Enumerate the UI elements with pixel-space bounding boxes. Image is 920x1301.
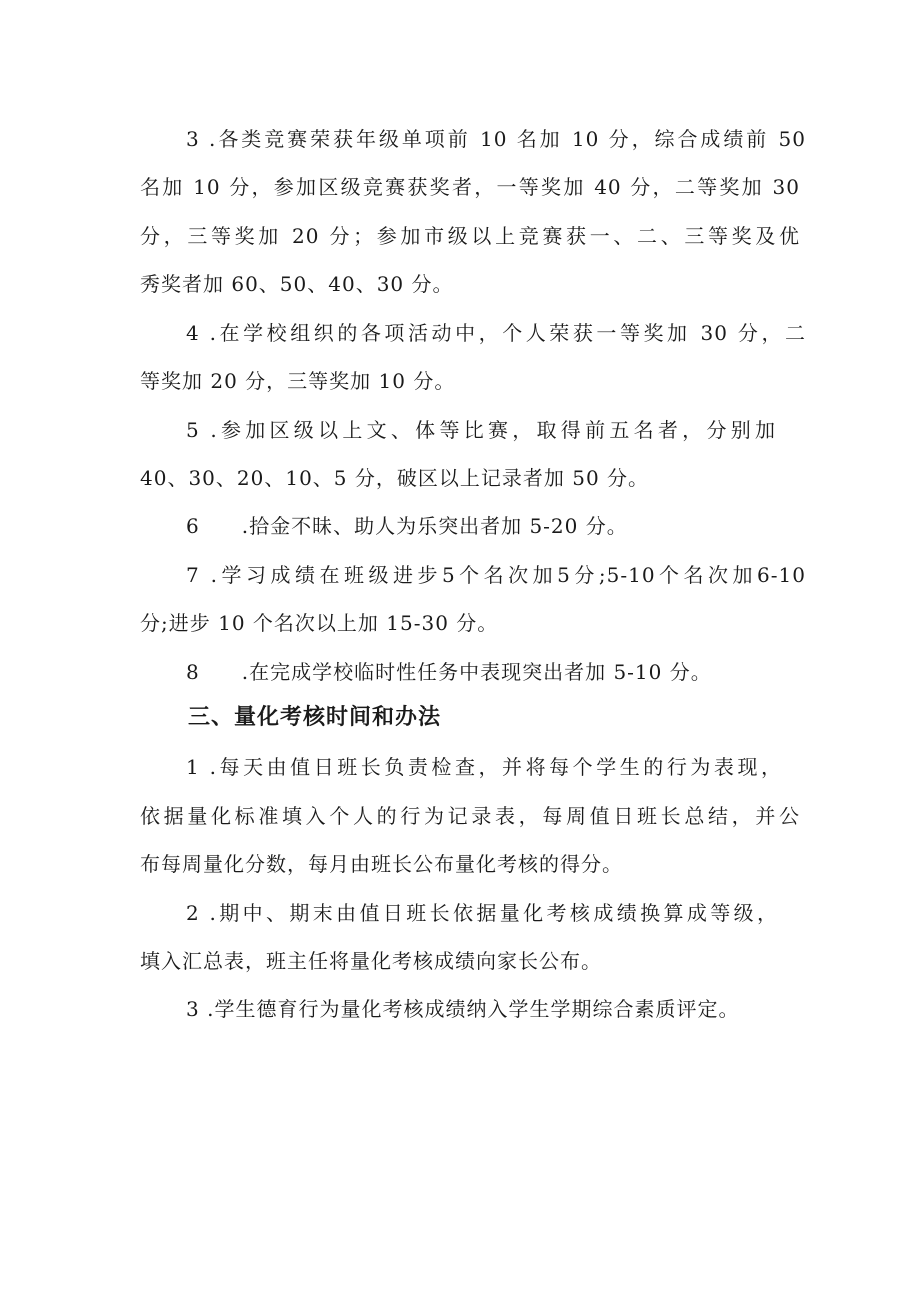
item-5-line-2: 40、30、20、10、5 分，破区以上记录者加 50 分。 — [140, 466, 650, 490]
section-heading: 三、量化考核时间和办法 — [188, 705, 442, 730]
item-3-line-1: 3 .各类竞赛荣获年级单项前 10 名加 10 分，综合成绩前 50 — [186, 127, 806, 151]
item-6-line-1: 6 .拾金不昧、助人为乐突出者加 5-20 分。 — [186, 514, 628, 538]
section-item-3-line-1: 3 .学生德育行为量化考核成绩纳入学生学期综合素质评定。 — [186, 997, 740, 1021]
item-4-line-2: 等奖加 20 分，三等奖加 10 分。 — [140, 369, 456, 393]
section-item-2-line-1: 2 .期中、期末由值日班长依据量化考核成绩换算成等级， — [186, 901, 778, 925]
item-3-line-3: 分，三等奖加 20 分；参加市级以上竞赛获一、二、三等奖及优 — [140, 224, 800, 248]
section-item-1-line-2: 依据量化标准填入个人的行为记录表，每周值日班长总结，并公 — [140, 804, 800, 828]
item-4-line-1: 4 .在学校组织的各项活动中，个人荣获一等奖加 30 分，二 — [186, 321, 806, 345]
item-5-line-1: 5 .参加区级以上文、体等比赛，取得前五名者，分别加 — [186, 418, 776, 442]
section-item-1-line-3: 布每周量化分数，每月由班长公布量化考核的得分。 — [140, 852, 623, 876]
item-3-line-4: 秀奖者加 60、50、40、30 分。 — [140, 272, 454, 296]
section-item-2-line-2: 填入汇总表，班主任将量化考核成绩向家长公布。 — [140, 949, 602, 973]
item-7-line-1: 7 .学习成绩在班级进步5个名次加5分;5-10个名次加6-10 — [186, 563, 806, 587]
section-item-1-line-1: 1 .每天由值日班长负责检查，并将每个学生的行为表现， — [186, 755, 782, 779]
item-7-line-2: 分;进步 10 个名次以上加 15-30 分。 — [140, 611, 499, 635]
item-8-line-1: 8 .在完成学校临时性任务中表现突出者加 5-10 分。 — [186, 660, 712, 684]
item-3-line-2: 名加 10 分，参加区级竞赛获奖者，一等奖加 40 分，二等奖加 30 — [140, 175, 800, 199]
